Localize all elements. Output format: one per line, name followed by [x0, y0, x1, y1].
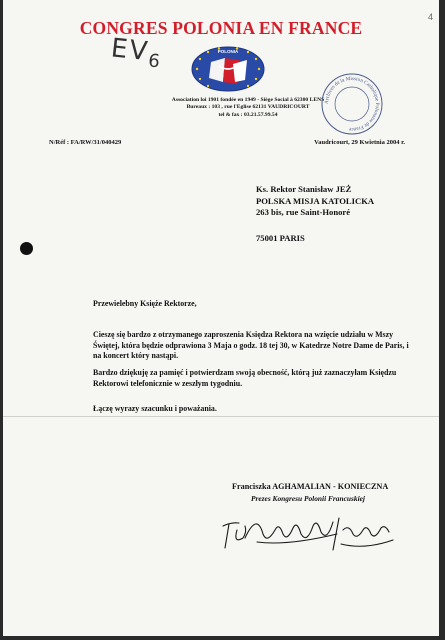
- recipient-line: POLSKA MISJA KATOLICKA: [256, 195, 375, 206]
- recipient-line: 263 bis, rue Saint-Honoré: [256, 207, 351, 217]
- logo-text: POLONIA: [217, 49, 239, 54]
- handwritten-note: [109, 33, 165, 73]
- archive-stamp-icon: [320, 72, 384, 136]
- corner-page-mark: 4: [427, 12, 433, 22]
- signatory-name: Franciszka AGHAMALIAN - KONIECZNA: [232, 482, 389, 491]
- recipient-line: Ks. Rektor Stanisław JEŻ: [256, 184, 352, 194]
- svg-text:Archives de la Mission Catholi: [324, 76, 380, 132]
- letter-page: [3, 0, 439, 636]
- recipient-city: 75001 PARIS: [256, 232, 305, 243]
- body-paragraph: Bardzo dziękuję za pamięć i potwierdzam swoją obecność, którą już zaznaczyłam Księdzu Rektorowi telefonicznie w zeszłym tygodniu.: [93, 368, 397, 388]
- address-line: tel & fax : 03.21.57.99.54: [218, 111, 278, 118]
- signatory-role: Prezes Kongresu Polonii Francuskiej: [251, 494, 365, 503]
- handwritten-signature-icon: [217, 504, 397, 560]
- letter-date: Vaudricourt, 29 Kwietnia 2004 r.: [314, 139, 405, 146]
- punch-hole: [20, 242, 33, 255]
- address-line: Association loi 1901 fondée en 1949 - Siège Social à 62300 LENS: [171, 97, 325, 103]
- recipient-block: [256, 184, 374, 244]
- salutation: Przewielebny Księże Rektorze,: [93, 299, 197, 308]
- page-fold-line: [3, 416, 439, 417]
- letterhead-title: CONGRES POLONIA EN FRANCE: [79, 18, 363, 38]
- handwritten-note-number: 6: [147, 50, 163, 73]
- body-paragraph: Cieszę się bardzo z otrzymanego zaproszenia Księdza Rektora na wzięcie udziału w Mszy Świętej, która będzie odprawiona 3 Maja o godz. 18 tej 30, w Katedrze Notre Dame de Paris, i na koncert który nastąpi.: [93, 330, 409, 361]
- reference-number: N/Réf : FA/RW/31/040429: [49, 139, 122, 146]
- stamp-text: Archives de la Mission Catholique Polonaise de France: [323, 75, 381, 133]
- address-line: Bureaux : 103 , rue l'Eglise 62131 VAUDRICOURT: [186, 104, 310, 111]
- polonia-logo-icon: [189, 42, 267, 94]
- closing-line: Łączę wyrazy szacunku i poważania.: [93, 404, 217, 413]
- handwritten-note-letters: EV: [109, 33, 151, 68]
